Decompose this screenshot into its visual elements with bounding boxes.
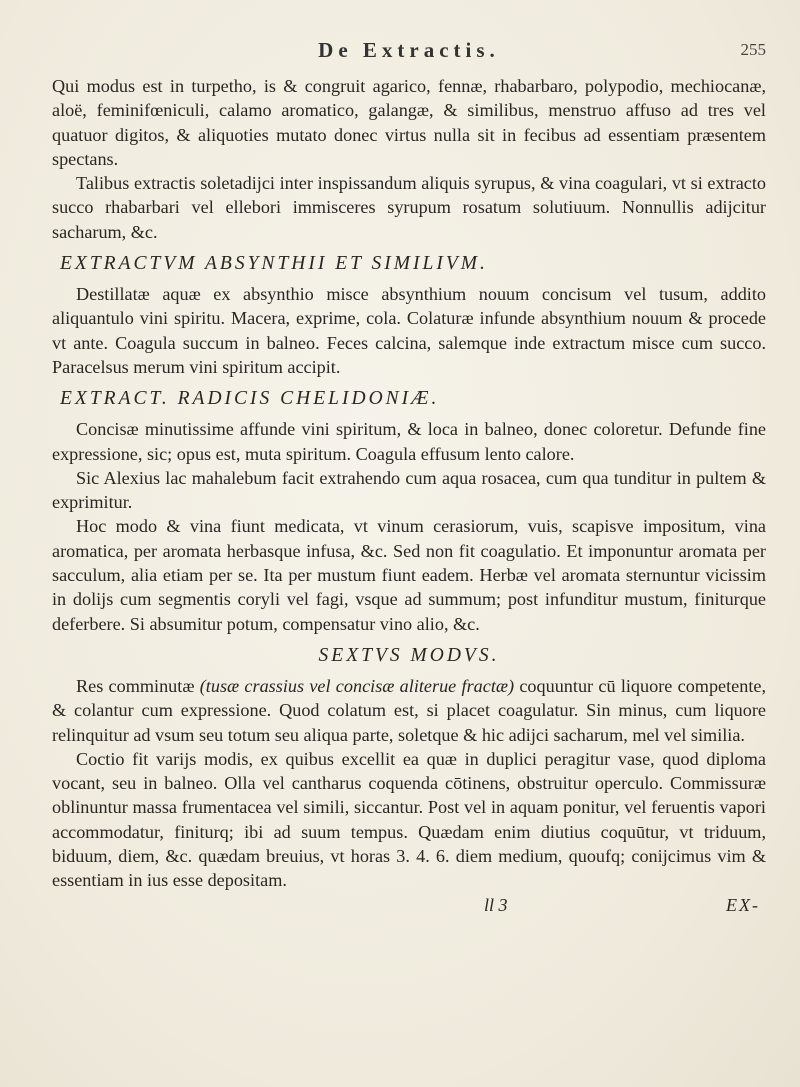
paragraph-6: Hoc modo & vina fiunt medicata, vt vinum cerasiorum, vuis, scapisve impositum, vina aromatica, per aromata herbasque infusa, &c. Sed non fit coagulatio. Et imponuntur aromata per sacculum, alia etiam per se. Ita per mustum fiunt eadem. Herbæ vel aromata sternuntur vicissim in dolijs cum segmentis coryli vel fagi, vsque ad summum; post infunditur mustum, finiturque deferbere. Si absumitur potum, compensatur vino alio, &c. xyxy=(52,516,766,634)
section-heading-chelidonia: EXTRACT. RADICIS CHELIDONIÆ. xyxy=(60,388,440,410)
section-heading-absynthium: EXTRACTVM ABSYNTHII ET SIMILIVM. xyxy=(60,253,488,275)
signature-mark: ll 3 xyxy=(484,894,508,915)
paragraph-7-start: Res comminutæ xyxy=(76,675,200,696)
running-head: De Extractis. xyxy=(318,38,500,62)
paragraph-3: Destillatæ aquæ ex absynthio misce absynthium nouum concisum vel tusum, addito aliquantulo vini spiritu. Macera, exprime, cola. Colaturæ infunde absynthium nouum & procede vt ante. Coagula succum in balneo. Feces calcina, salemque inde extractum misce cum succo. Paracelsus merum vini spiritum accipit. xyxy=(52,284,766,377)
paragraph-7 xyxy=(52,674,766,747)
paragraph-7-rest: coquuntur cū liquore competente, & colantur cum expressione. Quod colatum est, si placet coagulatur. Sin minus, cum liquore relinquitur ad vsum seu totum seu aliqua parte, soletque & hic adijci sacharum, mel vel similia. xyxy=(52,675,766,745)
paragraph-7-italic: (tusæ crassius vel concisæ aliterue fractæ) xyxy=(199,675,515,696)
paragraph-4: Concisæ minutissime affunde vini spiritum, & loca in balneo, donec coloretur. Defunde fine expressione, sic; opus est, muta spiritum. Coagula effusum lento calore. xyxy=(52,419,766,464)
page-header xyxy=(52,38,766,74)
paragraph-8: Coctio fit varijs modis, ex quibus excellit ea quæ in duplici peragitur vase, quod diploma vocant, seu in balneo. Olla vel cantharus coquenda cōtinens, obstruitur operculo. Commissuræ oblinuntur massa frumentacea vel simili, siccantur. Post vel in aquam ponitur, vel feruentis vapori accommodatur, finiturq; ibi ad suum tempus. Quædam enim diutius coquūtur, vt triduum, biduum, diem, &c. quædam breuius, vt horas 3. 4. 6. diem medium, quoufq; conijcimus vim & essentiam in ius esse depositam. xyxy=(52,748,766,891)
paragraph-1: Qui modus est in turpetho, is & congruit agarico, fennæ, rhabarbaro, polypodio, mechiocanæ, aloë, feminifœniculi, calamo aromatico, galangæ, & similibus, menstruo affuso ad tres vel quatuor digitos, & aliquoties mutato donec virtus nulla sit in fecibus ad essentiam præsentem spectans. xyxy=(52,76,766,169)
section-heading-sextus-modus: SEXTVS MODVS. xyxy=(318,644,500,666)
paragraph-2: Talibus extractis soletadijci inter inspissandum aliquis syrupus, & vina coagulari, vt si extracto succo rhabarbari vel ellebori immisceres syrupum rosatum solutiuum. Nonnullis adijcitur sacharum, &c. xyxy=(52,173,766,242)
paragraph-5: Sic Alexius lac mahalebum facit extrahendo cum aqua rosacea, cum qua tunditur in pultem & exprimitur. xyxy=(52,467,766,513)
page-footer xyxy=(52,895,766,923)
page-number: 255 xyxy=(740,40,766,59)
catchword: EX- xyxy=(726,894,760,915)
